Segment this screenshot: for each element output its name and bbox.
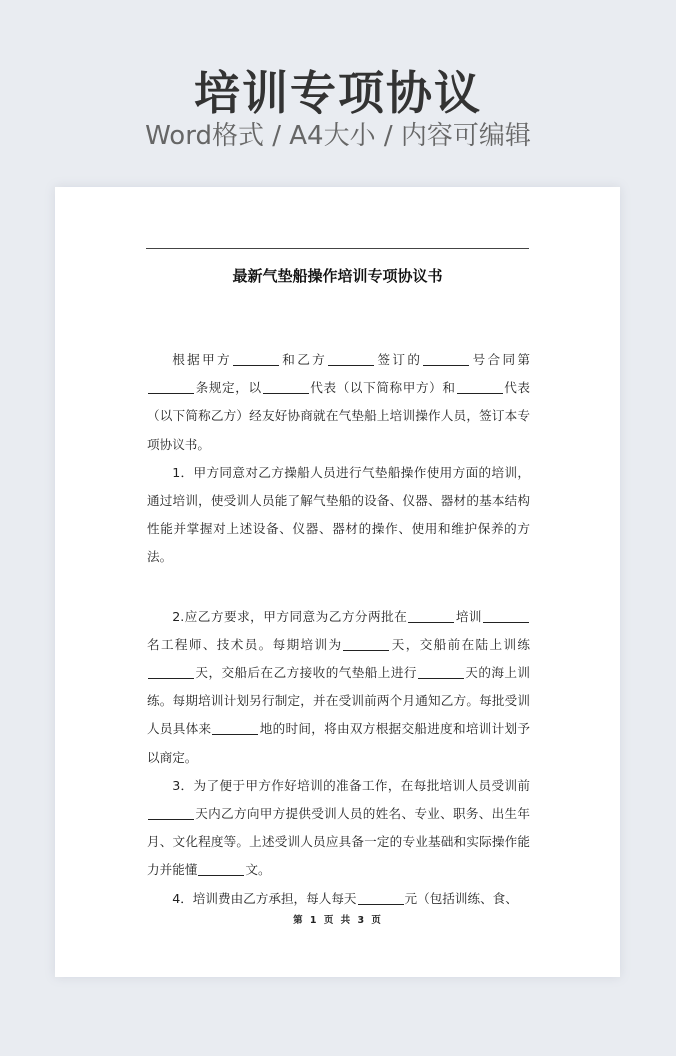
text-segment: 地的时间，将由双方根据交船进度和培训计划予以商定。 bbox=[147, 721, 531, 765]
text-segment: 天内乙方向甲方提供受训人员的姓名、专业、职务、出生年月、文化程度等。上述受训人员应具备一定的专业基础和实际操作能力并能懂 bbox=[147, 806, 530, 878]
text-segment: 4．培训费由乙方承担，每人每天 bbox=[172, 890, 357, 906]
text-segment: 1．甲方同意对乙方操船人员进行气垫船操作使用方面的培训，通过培训，使受训人员能了解气垫船的设备、仪器、器材的基本结构性能并掌握对上述设备、仪器、器材的操作、使用和维护保养的方法。 bbox=[147, 464, 530, 565]
fill-blank[interactable] bbox=[408, 609, 454, 623]
document-page bbox=[55, 187, 620, 977]
text-segment: 号合同第 bbox=[470, 352, 530, 367]
text-segment: 天，交船后在乙方接收的气垫船上进行 bbox=[195, 665, 417, 681]
header-rule bbox=[146, 248, 529, 249]
paragraph-clause-2 bbox=[147, 603, 530, 772]
paragraph-clause-1 bbox=[147, 459, 530, 572]
fill-blank[interactable] bbox=[148, 665, 194, 679]
fill-blank[interactable] bbox=[418, 665, 464, 679]
text-segment: 文。 bbox=[245, 862, 271, 878]
fill-blank[interactable] bbox=[233, 352, 279, 366]
text-segment: 培训 bbox=[455, 608, 482, 624]
text-segment: 天，交船前在陆上训练 bbox=[390, 636, 531, 652]
fill-blank[interactable] bbox=[358, 891, 404, 905]
fill-blank[interactable] bbox=[263, 381, 309, 395]
hero-title: 培训专项协议 bbox=[194, 66, 482, 120]
fill-blank[interactable] bbox=[483, 609, 529, 623]
paragraph-clause-3 bbox=[147, 772, 530, 885]
fill-blank[interactable] bbox=[148, 381, 194, 395]
fill-blank[interactable] bbox=[148, 806, 194, 820]
text-segment: 代表（以下简称乙方）经友好协商就在气垫船上培训操作人员，签订本专项协议书。 bbox=[147, 380, 531, 452]
paragraph-preamble bbox=[147, 346, 530, 459]
text-segment: 3．为了便于甲方作好培训的准备工作，在每批培训人员受训前 bbox=[172, 777, 530, 793]
text-segment: 和乙方 bbox=[279, 352, 328, 367]
document-title: 最新气垫船操作培训专项协议书 bbox=[232, 267, 443, 285]
text-segment: 根据甲方 bbox=[172, 352, 232, 367]
text-segment: 名工程师、技术员。每期培训为 bbox=[147, 636, 343, 652]
document-body bbox=[147, 346, 530, 913]
text-segment: 2.应乙方要求，甲方同意为乙方分两批在 bbox=[172, 608, 408, 624]
fill-blank[interactable] bbox=[328, 352, 374, 366]
fill-blank[interactable] bbox=[212, 722, 258, 736]
text-segment: 条规定，以 bbox=[195, 380, 262, 396]
text-segment: 签订的 bbox=[375, 352, 423, 367]
text-segment: 天的海上训练。每期培训计划另行制定，并在受训前两个月通知乙方。每批受训人员具体来 bbox=[147, 665, 531, 737]
text-segment: 代表（以下简称甲方）和 bbox=[309, 380, 456, 396]
fill-blank[interactable] bbox=[198, 863, 244, 877]
paragraph-clause-4 bbox=[147, 885, 530, 913]
fill-blank[interactable] bbox=[343, 637, 389, 651]
page-number-footer: 第 1 页 共 3 页 bbox=[293, 915, 382, 926]
text-segment: 元（包括训练、食、 bbox=[404, 890, 518, 906]
fill-blank[interactable] bbox=[423, 352, 469, 366]
hero-subtitle: Word格式 / A4大小 / 内容可编辑 bbox=[145, 121, 531, 151]
fill-blank[interactable] bbox=[457, 381, 503, 395]
